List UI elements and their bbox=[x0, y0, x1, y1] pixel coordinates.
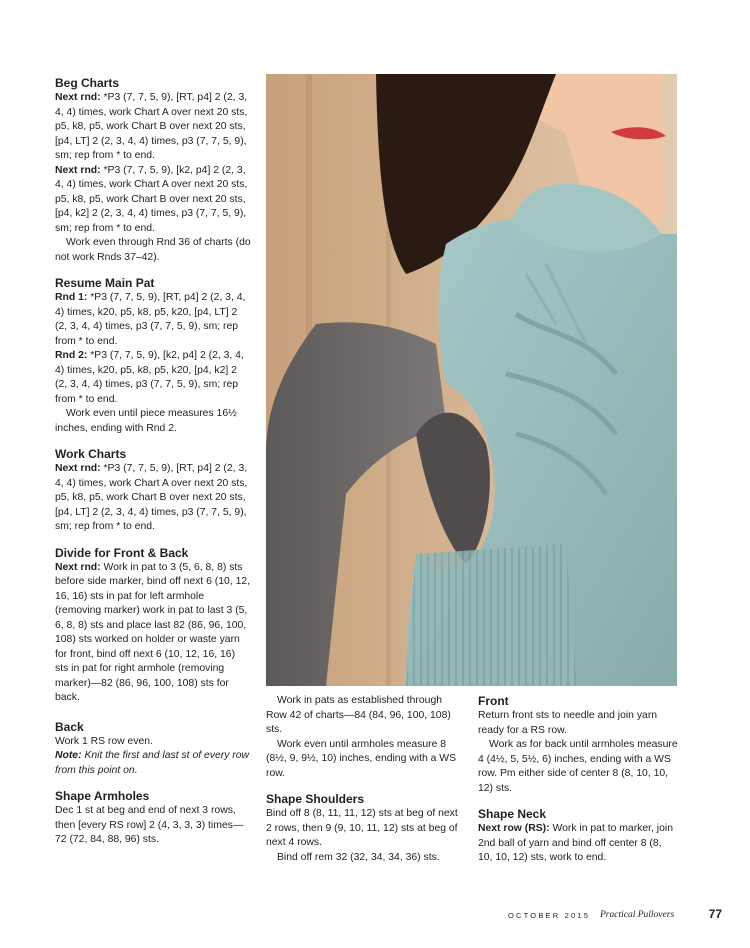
work-charts-p1-label: Next rnd: bbox=[55, 463, 101, 474]
beg-charts-paragraph-1 bbox=[55, 91, 251, 164]
beg-charts-p1-label: Next rnd: bbox=[55, 92, 101, 103]
footer-magazine: Practical Pullovers bbox=[600, 910, 675, 920]
shape-neck-p1-text: Work in pat to marker, join 2nd ball of yarn and bind off center 8 (8, 10, 10, 12) sts, work to end. bbox=[478, 823, 673, 863]
front-paragraph-1: Return front sts to needle and join yarn ready for a RS row. bbox=[478, 710, 658, 736]
shape-shoulders-paragraph-1: Bind off 8 (8, 11, 11, 12) sts at beg of next 2 rows, then 9 (9, 10, 11, 12) sts at beg of next 4 rows. bbox=[266, 808, 458, 848]
footer-month: OCTOBER 2015 bbox=[508, 911, 591, 920]
resume-main-pat-p2-text: *P3 (7, 7, 5, 9), [k2, p4] 2 (2, 3, 4, 4) times, k20, p5, k8, p5, k20, [p4, k2] 2 (2, 3, 4, 4) times, p3 (7, 7, 5, 9), sm; rep from * to end. bbox=[55, 350, 244, 405]
vest-ribbing bbox=[406, 544, 577, 686]
shape-shoulders-heading: Shape Shoulders bbox=[266, 792, 365, 806]
resume-main-pat-p1-text: *P3 (7, 7, 5, 9), [RT, p4] 2 (2, 3, 4, 4) times, k20, p5, k8, p5, k20, [p4, LT] 2 (2, 3, 4, 4) times, p3 (7, 7, 5, 9), sm; rep from * to end. bbox=[55, 292, 246, 347]
back-note-text: Knit the first and last st of every row from this point on. bbox=[55, 750, 250, 776]
left-column bbox=[55, 76, 251, 848]
resume-main-pat-paragraph-2 bbox=[55, 349, 251, 407]
vest-photo-illustration bbox=[266, 74, 677, 686]
divide-paragraph-1 bbox=[55, 561, 251, 706]
shape-neck-p1-label: Next row (RS): bbox=[478, 823, 550, 834]
resume-main-pat-p1-label: Rnd 1: bbox=[55, 292, 88, 303]
front-heading: Front bbox=[478, 694, 509, 708]
work-charts-paragraph-1 bbox=[55, 462, 251, 535]
shape-shoulders-paragraph-2: Bind off rem 32 (32, 34, 34, 36) sts. bbox=[277, 851, 440, 863]
beg-charts-heading: Beg Charts bbox=[55, 76, 120, 90]
resume-main-pat-paragraph-1 bbox=[55, 291, 251, 349]
work-charts-heading: Work Charts bbox=[55, 447, 127, 461]
beg-charts-p2-text: *P3 (7, 7, 5, 9), [k2, p4] 2 (2, 3, 4, 4) times, work Chart A over next 20 sts, p5, k8, p5, work Chart B over next 20 sts, [p4, k2] 2 (2, 3, 4, 4) times, p3 (7, 7, 5, 9), sm; rep from * to end. bbox=[55, 164, 248, 234]
shape-armholes-paragraph-1: Dec 1 st at beg and end of next 3 rows, then [every RS row] 2 (4, 3, 3, 3) times—72 (72, 84, 88, 96) sts. bbox=[55, 805, 244, 845]
middle-column bbox=[266, 694, 462, 865]
back-heading: Back bbox=[55, 719, 84, 734]
middle-paragraph-1: Work in pats as established through Row 42 of charts—84 (84, 96, 100, 108) sts. bbox=[266, 695, 451, 735]
page-number: 77 bbox=[708, 907, 722, 921]
shape-neck-paragraph-1 bbox=[478, 822, 678, 866]
front-paragraph-2: Work as for back until armholes measure 4 (4½, 5, 5½, 6) inches, ending with a WS row. Pm either side of center 8 (8, 10, 10, 12) sts. bbox=[478, 739, 678, 794]
resume-main-pat-paragraph-3: Work even until piece measures 16½ inches, ending with Rnd 2. bbox=[55, 408, 237, 434]
divide-p1-text: Work in pat to 3 (5, 6, 8, 8) sts before side marker, bind off next 6 (10, 12, 16, 16) sts in pat for left armhole (removing marker) work in pat to last 3 (5, 6, 8, 8) sts and place last 82 (86, 96, 100, 108) sts worked on holder or waste yarn for front, bind off next 6 (10, 12, 16, 16) sts in pat for right armhole (removing marker)—82 (86, 96, 100, 108) sts for back. bbox=[55, 561, 251, 703]
work-charts-p1-text: *P3 (7, 7, 5, 9), [RT, p4] 2 (2, 3, 4, 4) times, work Chart A over next 20 sts, p5, k8, p5, work Chart B over next 20 sts, [p4, LT] 2 (2, 3, 4, 4) times, p3 (7, 7, 5, 9), sm; rep from * to end. bbox=[55, 463, 248, 532]
vest-photo bbox=[266, 74, 677, 686]
back-note-label: Note: bbox=[55, 750, 82, 761]
shape-neck-heading: Shape Neck bbox=[478, 807, 547, 821]
beg-charts-p1-text: *P3 (7, 7, 5, 9), [RT, p4] 2 (2, 3, 4, 4) times, work Chart A over next 20 sts, p5, k8, p5, work Chart B over next 20 sts, [p4, LT] 2 (2, 3, 4, 4) times, p3 (7, 7, 5, 9), sm; rep from * to end. bbox=[55, 92, 248, 161]
middle-paragraph-2: Work even until armholes measure 8 (8½, 9, 9½, 10) inches, ending with a WS row. bbox=[266, 738, 457, 779]
resume-main-pat-heading: Resume Main Pat bbox=[55, 276, 155, 290]
shape-armholes-heading: Shape Armholes bbox=[55, 789, 150, 803]
beg-charts-paragraph-2 bbox=[55, 164, 251, 237]
resume-main-pat-p2-label: Rnd 2: bbox=[55, 350, 88, 361]
beg-charts-p2-label: Next rnd: bbox=[55, 164, 101, 176]
divide-heading: Divide for Front & Back bbox=[55, 545, 189, 560]
right-column bbox=[478, 694, 678, 866]
divide-p1-label: Next rnd: bbox=[55, 561, 101, 573]
back-paragraph-1: Work 1 RS row even. bbox=[55, 735, 153, 747]
back-note bbox=[55, 749, 251, 778]
page-footer bbox=[508, 908, 722, 922]
beg-charts-paragraph-3: Work even through Rnd 36 of charts (do not work Rnds 37–42). bbox=[55, 237, 251, 263]
